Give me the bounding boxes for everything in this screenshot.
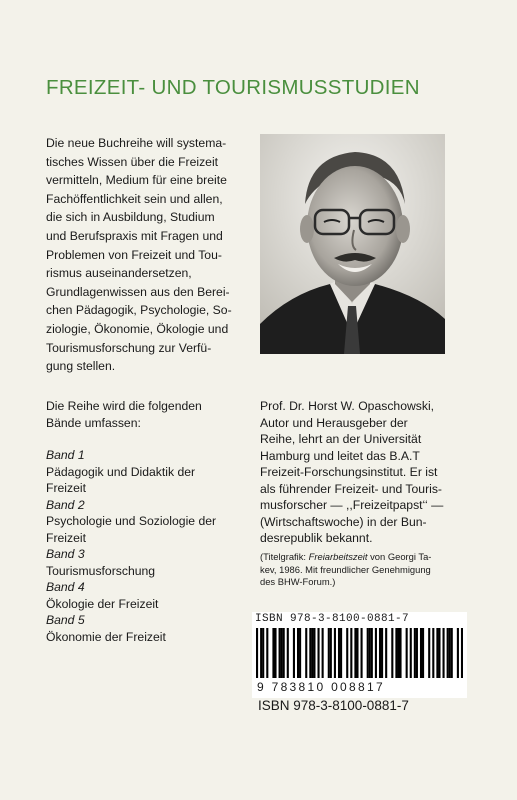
intro-line: und Berufspraxis mit Fragen und bbox=[46, 228, 223, 243]
volume-label: Band 5 bbox=[46, 613, 85, 627]
volumes-intro bbox=[46, 398, 246, 431]
barcode-box bbox=[252, 612, 467, 698]
barcode-bar bbox=[397, 628, 399, 678]
series-title: FREIZEIT- UND TOURISMUSSTUDIEN bbox=[46, 76, 420, 99]
barcode-bar bbox=[260, 628, 262, 678]
barcode-bar bbox=[391, 628, 393, 678]
credit-line: des BHW-Forum.) bbox=[260, 576, 336, 587]
intro-line: tisches Wissen über die Freizeit bbox=[46, 154, 219, 169]
barcode-bar bbox=[274, 628, 276, 678]
barcode-bar bbox=[334, 628, 336, 678]
volume-label: Band 4 bbox=[46, 580, 85, 594]
barcode-bar bbox=[375, 628, 377, 678]
volume-label: Band 3 bbox=[46, 547, 85, 561]
barcode-bar bbox=[313, 628, 315, 678]
barcode-bar bbox=[309, 628, 311, 678]
author-bio-line: (Wirtschaftswoche) in der Bun- bbox=[260, 514, 427, 529]
intro-line: Die neue Buchreihe will systema- bbox=[46, 136, 227, 150]
barcode-bars bbox=[256, 628, 463, 678]
author-bio bbox=[260, 398, 465, 547]
barcode-bar bbox=[438, 628, 440, 678]
barcode-bar bbox=[371, 628, 373, 678]
author-bio-line: Freizeit-Forschungsinstitut. Er ist bbox=[260, 465, 438, 479]
barcode-bar bbox=[317, 628, 319, 678]
volume-item bbox=[46, 447, 246, 497]
author-bio-line: Hamburg und leitet das B.A.T bbox=[260, 448, 420, 463]
intro-line: die sich in Ausbildung, Studium bbox=[46, 210, 215, 225]
intro-line: Problemen von Freizeit und Tou- bbox=[46, 247, 222, 262]
barcode-bar bbox=[381, 628, 383, 678]
barcode-bar bbox=[447, 628, 449, 678]
credit-line bbox=[260, 551, 465, 564]
barcode-bar bbox=[451, 628, 453, 678]
volumes-intro-line: Bände umfassen: bbox=[46, 415, 141, 430]
volume-item bbox=[46, 546, 246, 579]
intro-text bbox=[46, 134, 246, 376]
barcode-bar bbox=[443, 628, 445, 678]
barcode-bar bbox=[410, 628, 412, 678]
barcode-bar bbox=[297, 628, 299, 678]
barcode-bar bbox=[330, 628, 332, 678]
author-bio-line: Prof. Dr. Horst W. Opaschowski, bbox=[260, 399, 435, 413]
barcode-bar bbox=[420, 628, 422, 678]
volume-title-line: Ökologie der Freizeit bbox=[46, 596, 159, 611]
author-bio-line: als führender Freizeit- und Touris- bbox=[260, 481, 442, 496]
author-bio-line: musforscher — ,,Freizeitpapst‘‘ — bbox=[260, 498, 444, 512]
intro-line: ziologie, Ökonomie, Ökologie und bbox=[46, 321, 229, 336]
barcode-bar bbox=[305, 628, 307, 678]
barcode-isbn-label: ISBN 978-3-8100-0881-7 bbox=[255, 613, 410, 625]
author-photo bbox=[260, 134, 445, 354]
intro-line: vermitteln, Medium für eine breite bbox=[46, 173, 227, 188]
author-bio-line: Reihe, lehrt an der Universität bbox=[260, 432, 422, 446]
intro-line: gung stellen. bbox=[46, 359, 116, 374]
barcode-bar bbox=[354, 628, 356, 678]
volume-title-line: Tourismusforschung bbox=[46, 563, 156, 578]
barcode-bar bbox=[356, 628, 358, 678]
volume-item bbox=[46, 612, 246, 645]
barcode-bar bbox=[449, 628, 451, 678]
intro-line: rismus auseinandersetzen, bbox=[46, 266, 192, 281]
barcode-bar bbox=[379, 628, 381, 678]
intro-line: Fachöffentlichkeit sein und allen, bbox=[46, 191, 223, 206]
barcode-bar bbox=[322, 628, 324, 678]
author-bio-line: desrepublik bekannt. bbox=[260, 531, 373, 545]
barcode-bar bbox=[361, 628, 363, 678]
barcode-bar bbox=[311, 628, 313, 678]
barcode-bar bbox=[457, 628, 459, 678]
barcode-bar bbox=[399, 628, 401, 678]
barcode-bar bbox=[287, 628, 289, 678]
barcode-bar bbox=[266, 628, 268, 678]
volume-title-line: Freizeit bbox=[46, 481, 86, 495]
barcode-bar bbox=[350, 628, 352, 678]
barcode-bar bbox=[422, 628, 424, 678]
barcode-bar bbox=[436, 628, 438, 678]
volume-title-line: Ökonomie der Freizeit bbox=[46, 629, 166, 644]
intro-line: Grundlagenwissen aus den Berei- bbox=[46, 284, 230, 299]
volume-title-line: Pädagogik und Didaktik der bbox=[46, 464, 196, 479]
barcode-bar bbox=[461, 628, 463, 678]
barcode-bar bbox=[281, 628, 283, 678]
barcode-bar bbox=[416, 628, 418, 678]
volume-label: Band 1 bbox=[46, 448, 85, 462]
barcode-bar bbox=[338, 628, 340, 678]
barcode-bar bbox=[367, 628, 369, 678]
barcode-bar bbox=[385, 628, 387, 678]
credit-prefix: (Titelgrafik: bbox=[260, 551, 309, 562]
volume-label: Band 2 bbox=[46, 497, 85, 512]
volume-item bbox=[46, 579, 246, 612]
barcode-bar bbox=[340, 628, 342, 678]
volumes-list bbox=[46, 398, 246, 645]
volume-title-line: Freizeit bbox=[46, 530, 86, 545]
barcode-bar bbox=[279, 628, 281, 678]
barcode-bar bbox=[299, 628, 301, 678]
cover-art-credit bbox=[260, 551, 465, 589]
volume-title-line: Psychologie und Soziologie der bbox=[46, 514, 217, 528]
barcode-bar bbox=[283, 628, 285, 678]
author-portrait-image bbox=[260, 134, 445, 354]
barcode-bar bbox=[414, 628, 416, 678]
barcode-digits: 9 783810 008817 bbox=[257, 680, 385, 694]
isbn-number: ISBN 978-3-8100-0881-7 bbox=[258, 698, 409, 713]
credit-line-rest: von Georgi Ta- bbox=[367, 551, 432, 562]
barcode-bar bbox=[395, 628, 397, 678]
volume-item bbox=[46, 497, 246, 547]
barcode-bar bbox=[256, 628, 258, 678]
intro-line: Tourismusforschung zur Verfü- bbox=[46, 340, 212, 355]
credit-work-title: Freiarbeitszeit bbox=[308, 551, 368, 562]
barcode-bar bbox=[428, 628, 430, 678]
volumes-intro-line: Die Reihe wird die folgenden bbox=[46, 399, 202, 413]
barcode-bar bbox=[406, 628, 408, 678]
barcode-bar bbox=[432, 628, 434, 678]
intro-line: chen Pädagogik, Psychologie, So- bbox=[46, 303, 232, 318]
barcode-bar bbox=[369, 628, 371, 678]
barcode-bar bbox=[328, 628, 330, 678]
barcode-bar bbox=[262, 628, 264, 678]
barcode-bar bbox=[346, 628, 348, 678]
credit-line: kev, 1986. Mit freundlicher Genehmigung bbox=[260, 563, 431, 575]
barcode-bar bbox=[293, 628, 295, 678]
author-bio-line: Autor und Herausgeber der bbox=[260, 415, 408, 430]
barcode-bar bbox=[272, 628, 274, 678]
